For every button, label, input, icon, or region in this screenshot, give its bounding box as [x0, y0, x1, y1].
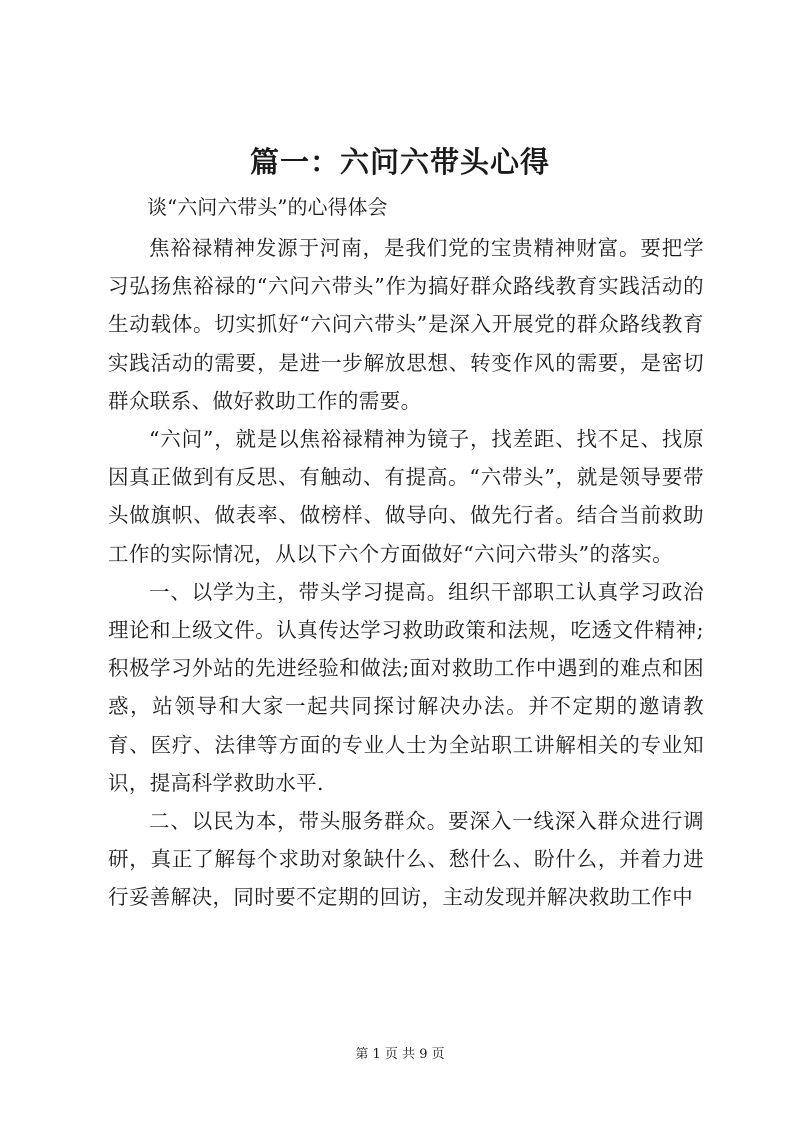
document-title: 篇一：六问六带头心得 [249, 145, 550, 179]
paragraph: 二、以民为本，带头服务群众。要深入一线深入群众进行调研，真正了解每个求助对象缺什么、愁什么、盼什么，并着力进行妥善解决，同时要不定期的回访，主动发现并解决救助工作中 [108, 809, 704, 910]
paragraph: 一、以学为主，带头学习提高。组织干部职工认真学习政治理论和上级文件。认真传达学习救助政策和法规，吃透文件精神;积极学习外站的先进经验和做法;面对救助工作中遇到的难点和困惑，站领导和大家一起共同探讨解决办法。并不定期的邀请教育、医疗、法律等方面的专业人士为全站职工讲解相关的专业知识，提高科学救助水平. [108, 579, 704, 795]
document-body [108, 229, 704, 917]
paragraph: 焦裕禄精神发源于河南，是我们党的宝贵精神财富。要把学习弘扬焦裕禄的“六问六带头”作为搞好群众路线教育实践活动的生动载体。切实抓好“六问六带头”是深入开展党的群众路线教育实践活动的需要，是进一步解放思想、转变作风的需要，是密切群众联系、做好救助工作的需要。 [108, 236, 704, 413]
paragraph: “六问”，就是以焦裕禄精神为镜子，找差距、找不足、找原因真正做到有反思、有触动、有提高。“六带头”，就是领导要带头做旗帜、做表率、做榜样、做导向、做先行者。结合当前救助工作的实际情况，从以下六个方面做好“六问六带头”的落实。 [108, 427, 704, 566]
page-number-footer: 第 1 页 共 9 页 [355, 1047, 445, 1062]
document-subtitle: 谈“六问六带头”的心得体会 [147, 195, 388, 219]
